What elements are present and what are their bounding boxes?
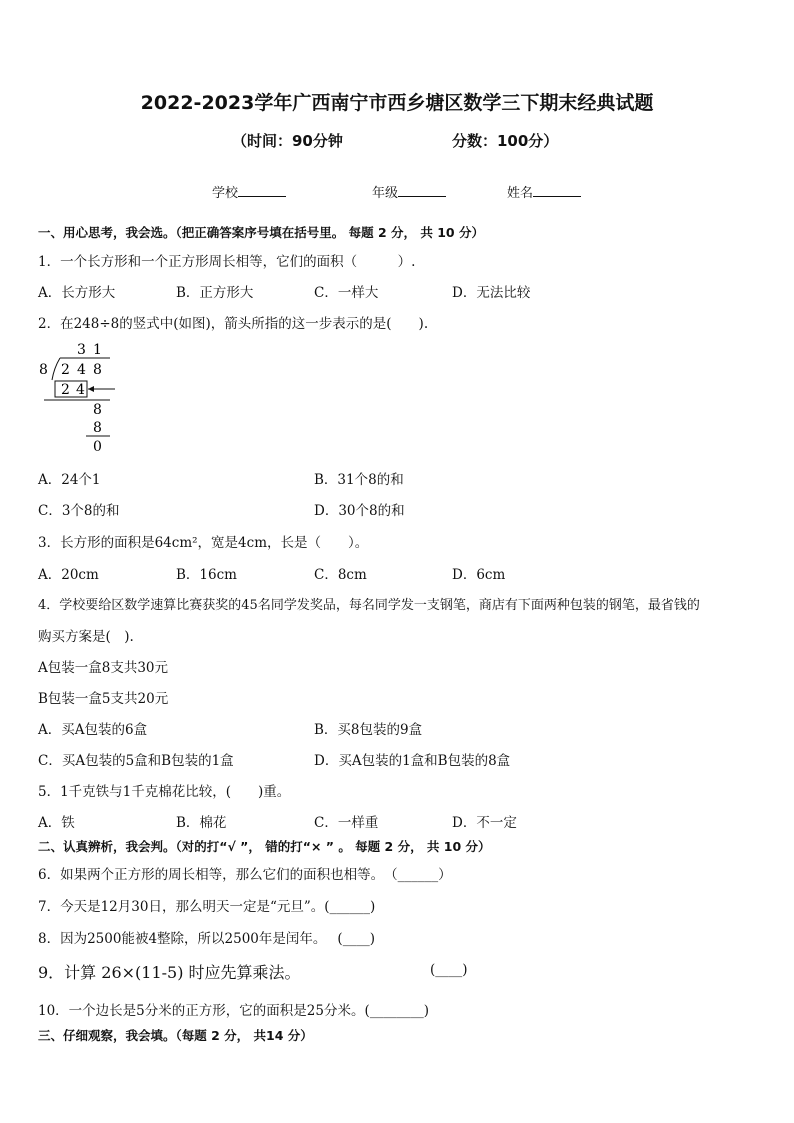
q5-option-c[interactable]: C．一样重 (314, 815, 379, 831)
q3-option-b[interactable]: B．16cm (176, 567, 237, 583)
q4-option-a[interactable]: A．买A包装的6盒 (38, 722, 148, 738)
dividend-digit-2: 4 (77, 362, 86, 378)
q4-option-d[interactable]: D．买A包装的1盒和B包装的8盒 (314, 753, 511, 769)
question-8: 8．因为2500能被4整除，所以2500年是闰年。 (____) (38, 931, 375, 947)
section2-heading: 二、认真辨析，我会判。（对的打“√ ”， 错的打“× ” 。 每题 2 分， 共 10 分） (38, 839, 491, 854)
long-division-figure (30, 338, 140, 458)
question-1: 1．一个长方形和一个正方形周长相等，它们的面积（ ）. (38, 254, 416, 270)
question-10: 10．一个边长是5分米的正方形，它的面积是25分米。(________) (38, 1003, 429, 1019)
q4-option-c[interactable]: C．买A包装的5盒和B包装的1盒 (38, 753, 234, 769)
q1-option-c[interactable]: C．一样大 (314, 285, 379, 301)
exam-score: 分数：100分） (452, 132, 559, 150)
q4-pack-a: A包装一盒8支共30元 (38, 660, 169, 676)
q5-option-b[interactable]: B．棉花 (176, 815, 227, 831)
dividend-digit-3: 8 (93, 362, 102, 378)
step3-digit: 8 (93, 420, 102, 436)
q5-option-a[interactable]: A．铁 (38, 815, 75, 831)
q1-option-d[interactable]: D．无法比较 (452, 285, 531, 301)
name-blank[interactable] (533, 184, 581, 197)
question-3: 3．长方形的面积是64cm²，宽是4cm，长是（ ）。 (38, 535, 369, 551)
question-7: 7．今天是12月30日，那么明天一定是“元旦”。(______) (38, 899, 376, 915)
q2-option-a[interactable]: A．24个1 (38, 472, 101, 488)
q3-option-d[interactable]: D．6cm (452, 567, 506, 583)
question-2: 2．在248÷8的竖式中(如图)，箭头所指的这一步表示的是( ). (38, 316, 429, 332)
step2-digit: 8 (93, 402, 102, 418)
name-field[interactable] (507, 182, 581, 201)
arrow-head-icon (88, 386, 94, 392)
q1-option-b[interactable]: B．正方形大 (176, 285, 254, 301)
step1-digit-1: 2 (61, 382, 70, 398)
q2-option-c[interactable]: C．3个8的和 (38, 503, 120, 519)
grade-blank[interactable] (398, 184, 446, 197)
q4-option-b[interactable]: B．买8包装的9盒 (314, 722, 423, 738)
school-blank[interactable] (238, 184, 286, 197)
remainder-digit: 0 (93, 439, 102, 455)
school-field[interactable] (212, 182, 286, 201)
division-bracket (52, 358, 60, 380)
q3-option-a[interactable]: A．20cm (38, 567, 99, 583)
step1-digit-2: 4 (76, 382, 85, 398)
q2-option-d[interactable]: D．30个8的和 (314, 503, 405, 519)
grade-field[interactable] (372, 182, 446, 201)
section3-heading: 三、仔细观察，我会填。（每题 2 分， 共14 分） (38, 1028, 313, 1043)
grade-label: 年级 (372, 186, 399, 201)
divisor: 8 (39, 362, 48, 378)
q2-option-b[interactable]: B．31个8的和 (314, 472, 404, 488)
question-6: 6．如果两个正方形的周长相等，那么它们的面积也相等。 （______） (38, 867, 452, 883)
question-4-line1: 4．学校要给区数学速算比赛获奖的45名同学发奖品，每名同学发一支钢笔，商店有下面两种包装的钢笔，最省钱的 (38, 598, 700, 613)
q9-answer-blank[interactable]: (____) (430, 962, 468, 978)
quotient-digit-2: 1 (93, 342, 102, 358)
q1-option-a[interactable]: A．长方形大 (38, 285, 116, 301)
exam-time: （时间：90分钟 (232, 132, 343, 150)
quotient-digit-1: 3 (77, 342, 86, 358)
q3-option-c[interactable]: C．8cm (314, 567, 367, 583)
name-label: 姓名 (507, 186, 534, 201)
section1-heading: 一、用心思考，我会选。（把正确答案序号填在括号里。 每题 2 分， 共 10 分） (38, 225, 484, 240)
question-9: 9．计算 26×(11-5) 时应先算乘法。 (38, 963, 301, 982)
dividend-digit-1: 2 (61, 362, 70, 378)
question-5: 5．1千克铁与1千克棉花比较，( )重。 (38, 784, 291, 800)
q5-option-d[interactable]: D．不一定 (452, 815, 517, 831)
school-label: 学校 (212, 186, 239, 201)
q4-pack-b: B包装一盒5支共20元 (38, 691, 169, 707)
page-title: 2022-2023学年广西南宁市西乡塘区数学三下期末经典试题 (140, 92, 654, 114)
question-4-line2: 购买方案是( ). (38, 629, 134, 645)
